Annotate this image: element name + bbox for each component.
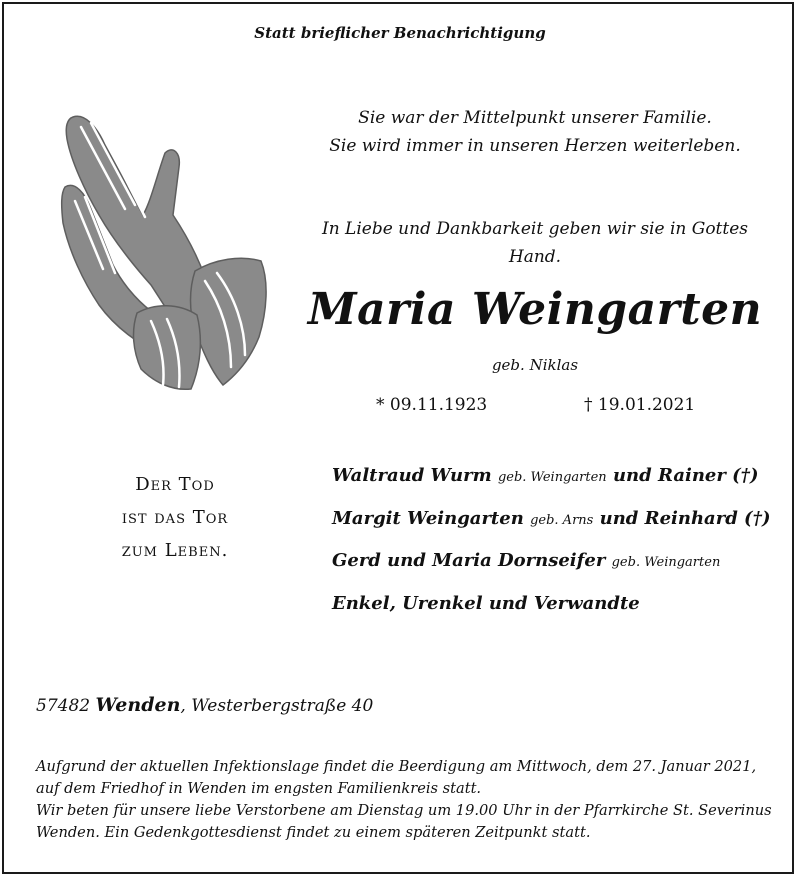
family-name: Margit Weingarten	[332, 508, 524, 529]
address-zip: 57482	[36, 696, 91, 716]
quote-line-2: ist das Tor	[121, 507, 229, 528]
praying-hands-icon	[55, 105, 275, 395]
family-name: Waltraud Wurm	[332, 465, 492, 486]
verse-line-3: In Liebe und Dankbarkeit geben wir sie in Gottes Hand.	[321, 219, 748, 267]
funeral-notice	[36, 756, 771, 844]
family-name: Gerd und Maria Dornseifer	[332, 550, 606, 571]
death-date: † 19.01.2021	[584, 395, 696, 415]
address-street: , Westerbergstraße 40	[180, 696, 374, 716]
quote-line-3: zum Leben.	[121, 540, 229, 561]
address-city: Wenden	[95, 694, 181, 716]
verse-line-2: Sie wird immer in unseren Herzen weiterleben.	[329, 136, 741, 156]
notice-line-4: Wenden. Ein Gedenkgottesdienst findet zu einem späteren Zeitpunkt statt.	[36, 824, 591, 841]
verse-line-1: Sie war der Mittelpunkt unserer Familie.	[358, 108, 712, 128]
family-geb: geb. Weingarten	[497, 470, 607, 485]
family-partner: und Reinhard (†)	[599, 508, 771, 529]
deceased-name: Maria Weingarten	[307, 284, 763, 335]
family-line	[332, 593, 640, 614]
family-geb: geb. Weingarten	[611, 555, 721, 570]
quote-line-1: Der Tod	[135, 474, 215, 495]
quote	[60, 468, 290, 567]
notice-line-3: Wir beten für unsere liebe Verstorbene am Dienstag um 19.00 Uhr in der Pfarrkirche St. Severinus	[36, 802, 772, 819]
maiden-name: geb. Niklas	[491, 356, 579, 374]
family-line	[332, 508, 771, 529]
notice-line-2: auf dem Friedhof in Wenden im engsten Familienkreis statt.	[36, 780, 482, 797]
header-text: Statt brieflicher Benachrichtigung	[254, 24, 546, 42]
family-geb: geb. Arns	[530, 513, 594, 528]
birth-date: * 09.11.1923	[376, 395, 488, 415]
family-line	[332, 465, 759, 486]
family-partner: und Rainer (†)	[612, 465, 759, 486]
family-line	[332, 550, 720, 571]
address	[36, 694, 373, 716]
family-name: Enkel, Urenkel und Verwandte	[332, 593, 640, 614]
notice-line-1: Aufgrund der aktuellen Infektionslage findet die Beerdigung am Mittwoch, dem 27. Januar 2021,	[36, 758, 757, 775]
